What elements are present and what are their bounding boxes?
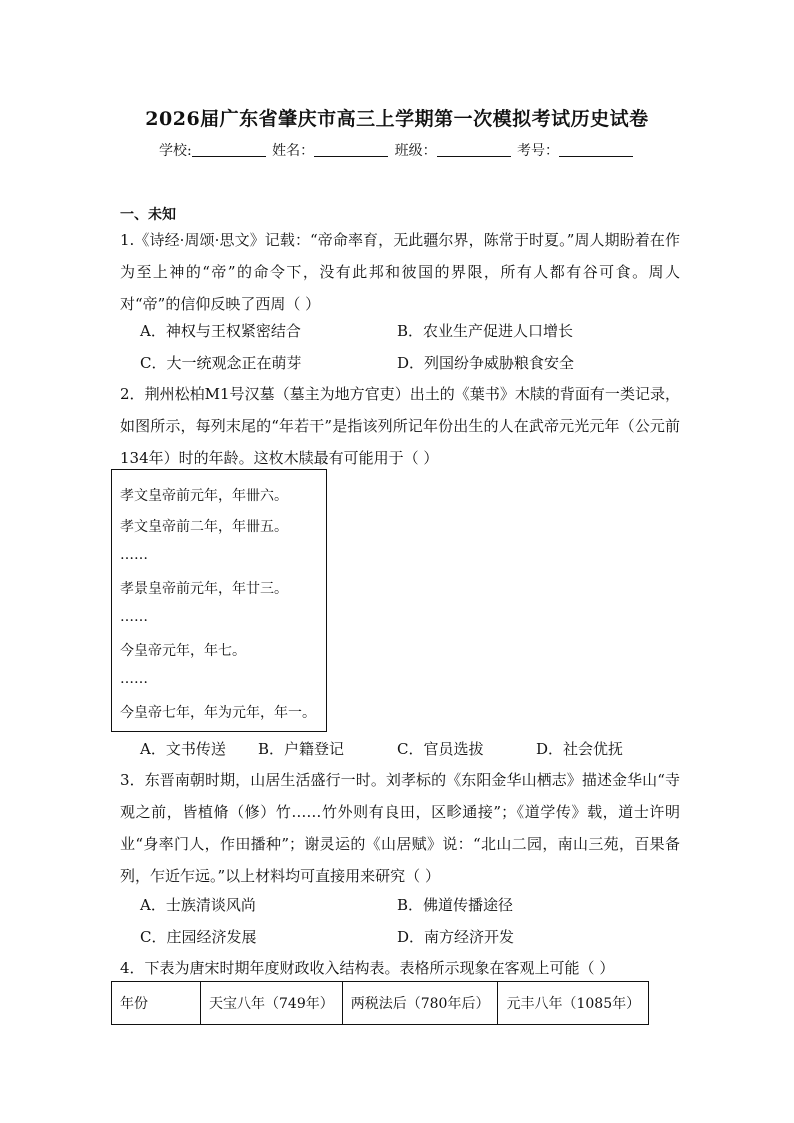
question-3-option-b[interactable]: B．佛道传播途径 bbox=[397, 896, 514, 914]
student-info-line bbox=[0, 140, 794, 160]
slip-line: 孝文皇帝前二年，年卌五。 bbox=[120, 519, 288, 535]
question-2-option-d[interactable]: D．社会优抚 bbox=[536, 740, 624, 758]
section-heading: 一、未知 bbox=[120, 207, 176, 223]
question-1-option-c[interactable]: C．大一统观念正在萌芽 bbox=[140, 354, 302, 372]
name-label: 姓名： bbox=[272, 143, 315, 159]
question-1-stem: 1.《诗经·周颂·思文》记载：“帝命率育，无此疆尔界，陈常于时夏。”周人期盼着在作为至上神的“帝”的命令下，没有此邦和彼国的界限，所有人都有谷可食。周人对“帝”的信仰反映了西周（ ） bbox=[120, 231, 680, 313]
question-1-option-a[interactable]: A．神权与王权紧密结合 bbox=[140, 322, 301, 340]
wooden-slip-figure bbox=[111, 469, 327, 732]
table-header-cell: 年份 bbox=[112, 982, 201, 1025]
question-1-option-d[interactable]: D．列国纷争威胁粮食安全 bbox=[397, 354, 575, 372]
question-2-option-a[interactable]: A．文书传送 bbox=[140, 740, 226, 758]
slip-line: 孝景皇帝前元年，年廿三。 bbox=[120, 581, 288, 597]
question-3-option-c[interactable]: C．庄园经济发展 bbox=[140, 928, 257, 946]
question-4-stem: 4．下表为唐宋时期年度财政收入结构表。表格所示现象在客观上可能（ ） bbox=[120, 959, 615, 977]
finance-table bbox=[111, 981, 649, 1025]
school-label: 学校: bbox=[158, 143, 192, 159]
question-1-option-b[interactable]: B．农业生产促进人口增长 bbox=[397, 322, 574, 340]
school-blank[interactable] bbox=[192, 142, 266, 157]
table-row bbox=[112, 982, 649, 1025]
question-2-option-b[interactable]: B．户籍登记 bbox=[258, 740, 345, 758]
slip-line: …… bbox=[120, 609, 148, 625]
exam-number-label: 考号： bbox=[517, 143, 560, 159]
question-3-option-d[interactable]: D．南方经济开发 bbox=[397, 928, 515, 946]
slip-line: …… bbox=[120, 671, 148, 687]
question-2-stem: 2．荆州松柏M1号汉墓（墓主为地方官吏）出土的《葉书》木牍的背面有一类记录，如图所示，每列末尾的“年若干”是指该列所记年份出生的人在武帝元光元年（公元前134年）时的年龄。这枚木牍最有可能用于（ ） bbox=[120, 385, 680, 467]
slip-line: 今皇帝七年，年为元年，年一。 bbox=[120, 705, 316, 721]
question-3-option-a[interactable]: A．士族清谈风尚 bbox=[140, 896, 256, 914]
slip-line: 今皇帝元年，年七。 bbox=[120, 643, 246, 659]
exam-number-blank[interactable] bbox=[559, 142, 633, 157]
class-label: 班级： bbox=[394, 143, 437, 159]
table-header-cell: 元丰八年（1085年） bbox=[498, 982, 649, 1025]
slip-line: 孝文皇帝前元年，年卌六。 bbox=[120, 488, 288, 504]
question-2-option-c[interactable]: C．官员选拔 bbox=[397, 740, 484, 758]
class-blank[interactable] bbox=[437, 142, 511, 157]
table-header-cell: 天宝八年（749年） bbox=[201, 982, 343, 1025]
page-title: 2026届广东省肇庆市高三上学期第一次模拟考试历史试卷 bbox=[145, 108, 649, 130]
table-header-cell: 两税法后（780年后） bbox=[342, 982, 498, 1025]
question-3-stem: 3．东晋南朝时期，山居生活盛行一时。刘孝标的《东阳金华山栖志》描述金华山“寺观之前，皆植脩（修）竹……竹外则有良田，区畛通接”；《道学传》载，道士许明业“身率门人，作田播种”；谢灵运的《山居赋》说：“北山二园，南山三苑，百果备列，乍近乍远。”以上材料均可直接用来研究（ ） bbox=[120, 771, 680, 885]
name-blank[interactable] bbox=[314, 142, 388, 157]
slip-line: …… bbox=[120, 547, 148, 563]
